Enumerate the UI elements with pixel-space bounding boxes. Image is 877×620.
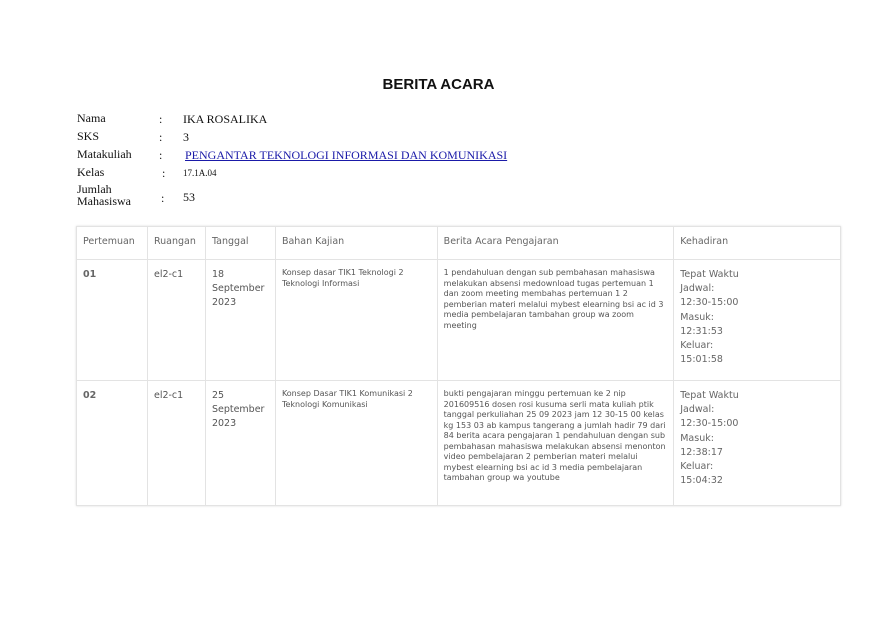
cell-ruangan: el2-c1 bbox=[147, 260, 205, 381]
cell-kehadiran bbox=[674, 260, 841, 381]
keluar-label: Keluar: bbox=[680, 340, 714, 352]
cell-ruangan: el2-c1 bbox=[147, 381, 205, 506]
cell-tanggal: 25 September 2023 bbox=[205, 381, 275, 506]
header-berita-acara: Berita Acara Pengajaran bbox=[437, 227, 674, 260]
table-header-row bbox=[77, 227, 841, 260]
nama-label: Nama bbox=[77, 111, 106, 125]
matakuliah-label: Matakuliah bbox=[77, 147, 132, 161]
nama-value: IKA ROSALIKA bbox=[183, 112, 268, 126]
header-pertemuan: Pertemuan bbox=[77, 227, 148, 260]
header-bahan-kajian: Bahan Kajian bbox=[275, 227, 437, 260]
cell-bahan-kajian: Konsep dasar TIK1 Teknologi 2 Teknologi Informasi bbox=[275, 260, 437, 381]
colon: : bbox=[159, 130, 163, 144]
attendance-status: Tepat Waktu bbox=[680, 390, 739, 401]
cell-tanggal: 18 September 2023 bbox=[205, 260, 275, 381]
cell-berita-acara: 1 pendahuluan dengan sub pembahasan mahasiswa melakukan absensi medownload tugas pertemuan 1 dan zoom meeting membahas pertemuan 1 2 pemberian materi melalui mybest elearning bsi ac id 3 media pembelajaran tambahan group wa zoom meeting bbox=[437, 260, 674, 381]
jadwal-value: 12:30-15:00 bbox=[680, 297, 739, 309]
masuk-label: Masuk: bbox=[680, 311, 714, 323]
sks-label: SKS bbox=[77, 129, 100, 143]
keluar-value: 15:01:58 bbox=[680, 354, 723, 366]
masuk-value: 12:31:53 bbox=[680, 325, 723, 337]
masuk-label: Masuk: bbox=[680, 432, 714, 444]
matakuliah-link[interactable]: PENGANTAR TEKNOLOGI INFORMASI DAN KOMUNIKASI bbox=[185, 148, 508, 162]
jumlah-value: 53 bbox=[183, 190, 195, 204]
keluar-value: 15:04:32 bbox=[680, 475, 723, 487]
cell-bahan-kajian: Konsep Dasar TIK1 Komunikasi 2 Teknologi Komunikasi bbox=[275, 381, 437, 506]
colon: : bbox=[161, 191, 165, 205]
table-row bbox=[77, 381, 841, 506]
colon: : bbox=[159, 112, 163, 126]
berita-acara-table bbox=[76, 226, 841, 506]
header-ruangan: Ruangan bbox=[147, 227, 205, 260]
page-title: BERITA ACARA bbox=[382, 76, 495, 93]
header-kehadiran: Kehadiran bbox=[674, 227, 841, 260]
sks-value: 3 bbox=[183, 130, 189, 144]
jadwal-label: Jadwal: bbox=[680, 404, 715, 416]
colon: : bbox=[159, 148, 163, 162]
keluar-label: Keluar: bbox=[680, 461, 714, 473]
table-row bbox=[77, 260, 841, 381]
jadwal-label: Jadwal: bbox=[680, 283, 715, 295]
masuk-value: 12:38:17 bbox=[680, 446, 723, 458]
jumlah-label: Jumlah Mahasiswa bbox=[77, 182, 131, 208]
cell-kehadiran bbox=[674, 381, 841, 506]
kelas-value: 17.1A.04 bbox=[183, 168, 217, 178]
colon: : bbox=[162, 166, 166, 180]
cell-pertemuan: 01 bbox=[77, 260, 148, 381]
attendance-status: Tepat Waktu bbox=[680, 269, 739, 280]
jadwal-value: 12:30-15:00 bbox=[680, 418, 739, 430]
cell-pertemuan: 02 bbox=[77, 381, 148, 506]
cell-berita-acara: bukti pengajaran minggu pertemuan ke 2 nip 201609516 dosen rosi kusuma serli mata kuliah ptik tanggal perkuliahan 25 09 2023 jam 12 30-15 00 kelas kg 153 03 ab kampus tangerang a jumlah hadir 79 dari 84 berita acara pengajaran 1 pendahuluan dengan sub pembahasan mahasiswa melakukan absensi menonton video pembelajaran 2 pemberian materi melalui mybest elearning bsi ac id 3 media pembelajaran tambahan group wa youtube bbox=[437, 381, 674, 506]
header-tanggal: Tanggal bbox=[205, 227, 275, 260]
kelas-label: Kelas bbox=[77, 165, 105, 179]
